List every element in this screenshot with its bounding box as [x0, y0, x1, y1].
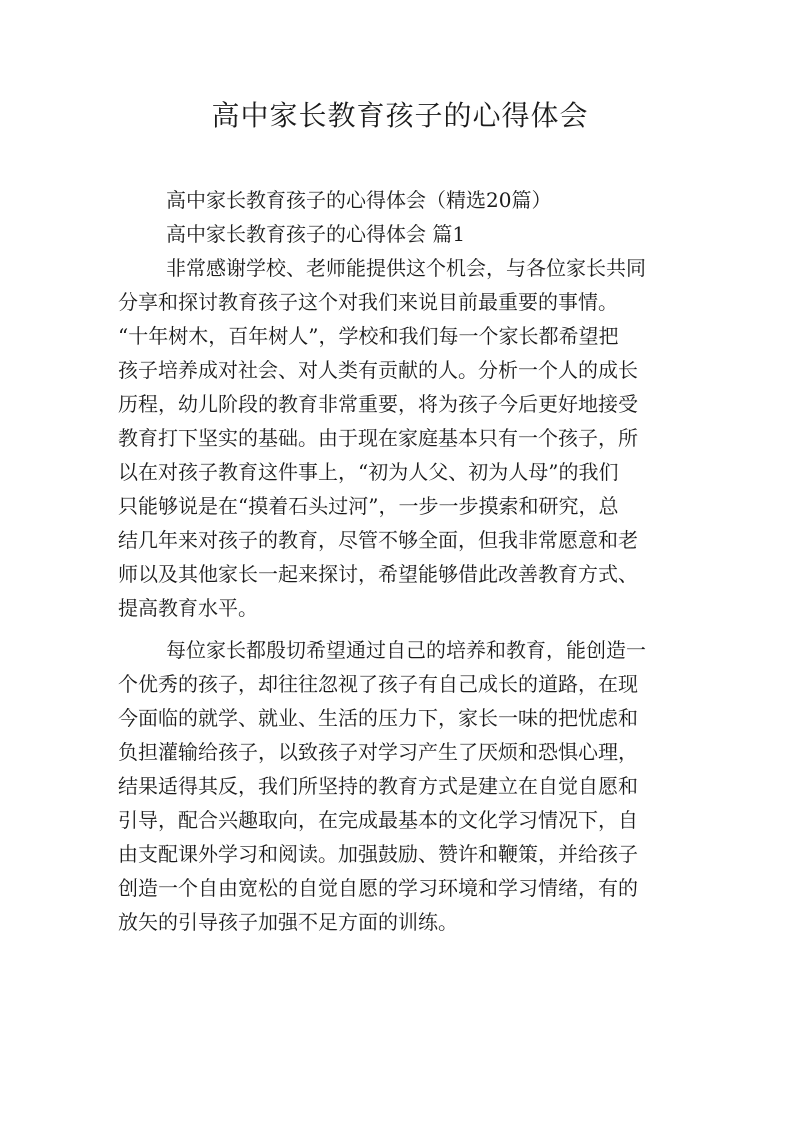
paragraph-line: 结果适得其反，我们所坚持的教育方式是建立在自觉自愿和 — [118, 774, 638, 798]
paragraph-line: 由支配课外学习和阅读。加强鼓励、赞许和鞭策，并给孩子 — [118, 842, 638, 866]
section-heading: 高中家长教育孩子的心得体会 篇1 — [166, 222, 466, 246]
paragraph-line: 分享和探讨教育孩子这个对我们来说目前最重要的事情。 — [118, 290, 618, 314]
paragraph-line: 放矢的引导孩子加强不足方面的训练。 — [118, 910, 458, 934]
paragraph-line: 历程，幼儿阶段的教育非常重要，将为孩子今后更好地接受 — [118, 392, 638, 416]
paragraph-line: 创造一个自由宽松的自觉自愿的学习环境和学习情绪，有的 — [118, 876, 638, 900]
paragraph-spacer — [118, 625, 688, 633]
document-body — [118, 183, 688, 973]
paragraph-line: 非常感谢学校、老师能提供这个机会，与各位家长共同 — [166, 256, 646, 280]
paragraph-line: 负担灌输给孩子，以致孩子对学习产生了厌烦和恐惧心理， — [118, 740, 638, 764]
paragraph-line — [118, 939, 688, 973]
paragraph-line: 教育打下坚实的基础。由于现在家庭基本只有一个孩子，所 — [118, 426, 638, 450]
paragraph-line: 只能够说是在“摸着石头过河”，一步一步摸索和研究，总 — [118, 494, 619, 518]
document-title: 高中家长教育孩子的心得体会 — [211, 99, 589, 132]
paragraph-line: “十年树木，百年树人”，学校和我们每一个家长都希望把 — [118, 324, 619, 348]
paragraph-line: 每位家长都殷切希望通过自己的培养和教育，能创造一 — [166, 638, 646, 662]
paragraph-line: 个优秀的孩子，却往往忽视了孩子有自己成长的道路，在现 — [118, 672, 638, 696]
paragraph-line: 结几年来对孩子的教育，尽管不够全面，但我非常愿意和老 — [118, 528, 638, 552]
paragraph-line: 孩子培养成对社会、对人类有贡献的人。分析一个人的成长 — [118, 358, 638, 382]
paragraph-line: 以在对孩子教育这件事上，“初为人父、初为人母”的我们 — [118, 460, 619, 484]
paragraph-line: 今面临的就学、就业、生活的压力下，家长一味的把忧虑和 — [118, 706, 638, 730]
paragraph-line: 引导，配合兴趣取向，在完成最基本的文化学习情况下，自 — [118, 808, 638, 832]
paragraph-line: 师以及其他家长一起来探讨，希望能够借此改善教育方式、 — [118, 562, 638, 586]
paragraph-line: 提高教育水平。 — [118, 596, 258, 620]
subtitle-line: 高中家长教育孩子的心得体会（精选20篇） — [166, 188, 552, 212]
